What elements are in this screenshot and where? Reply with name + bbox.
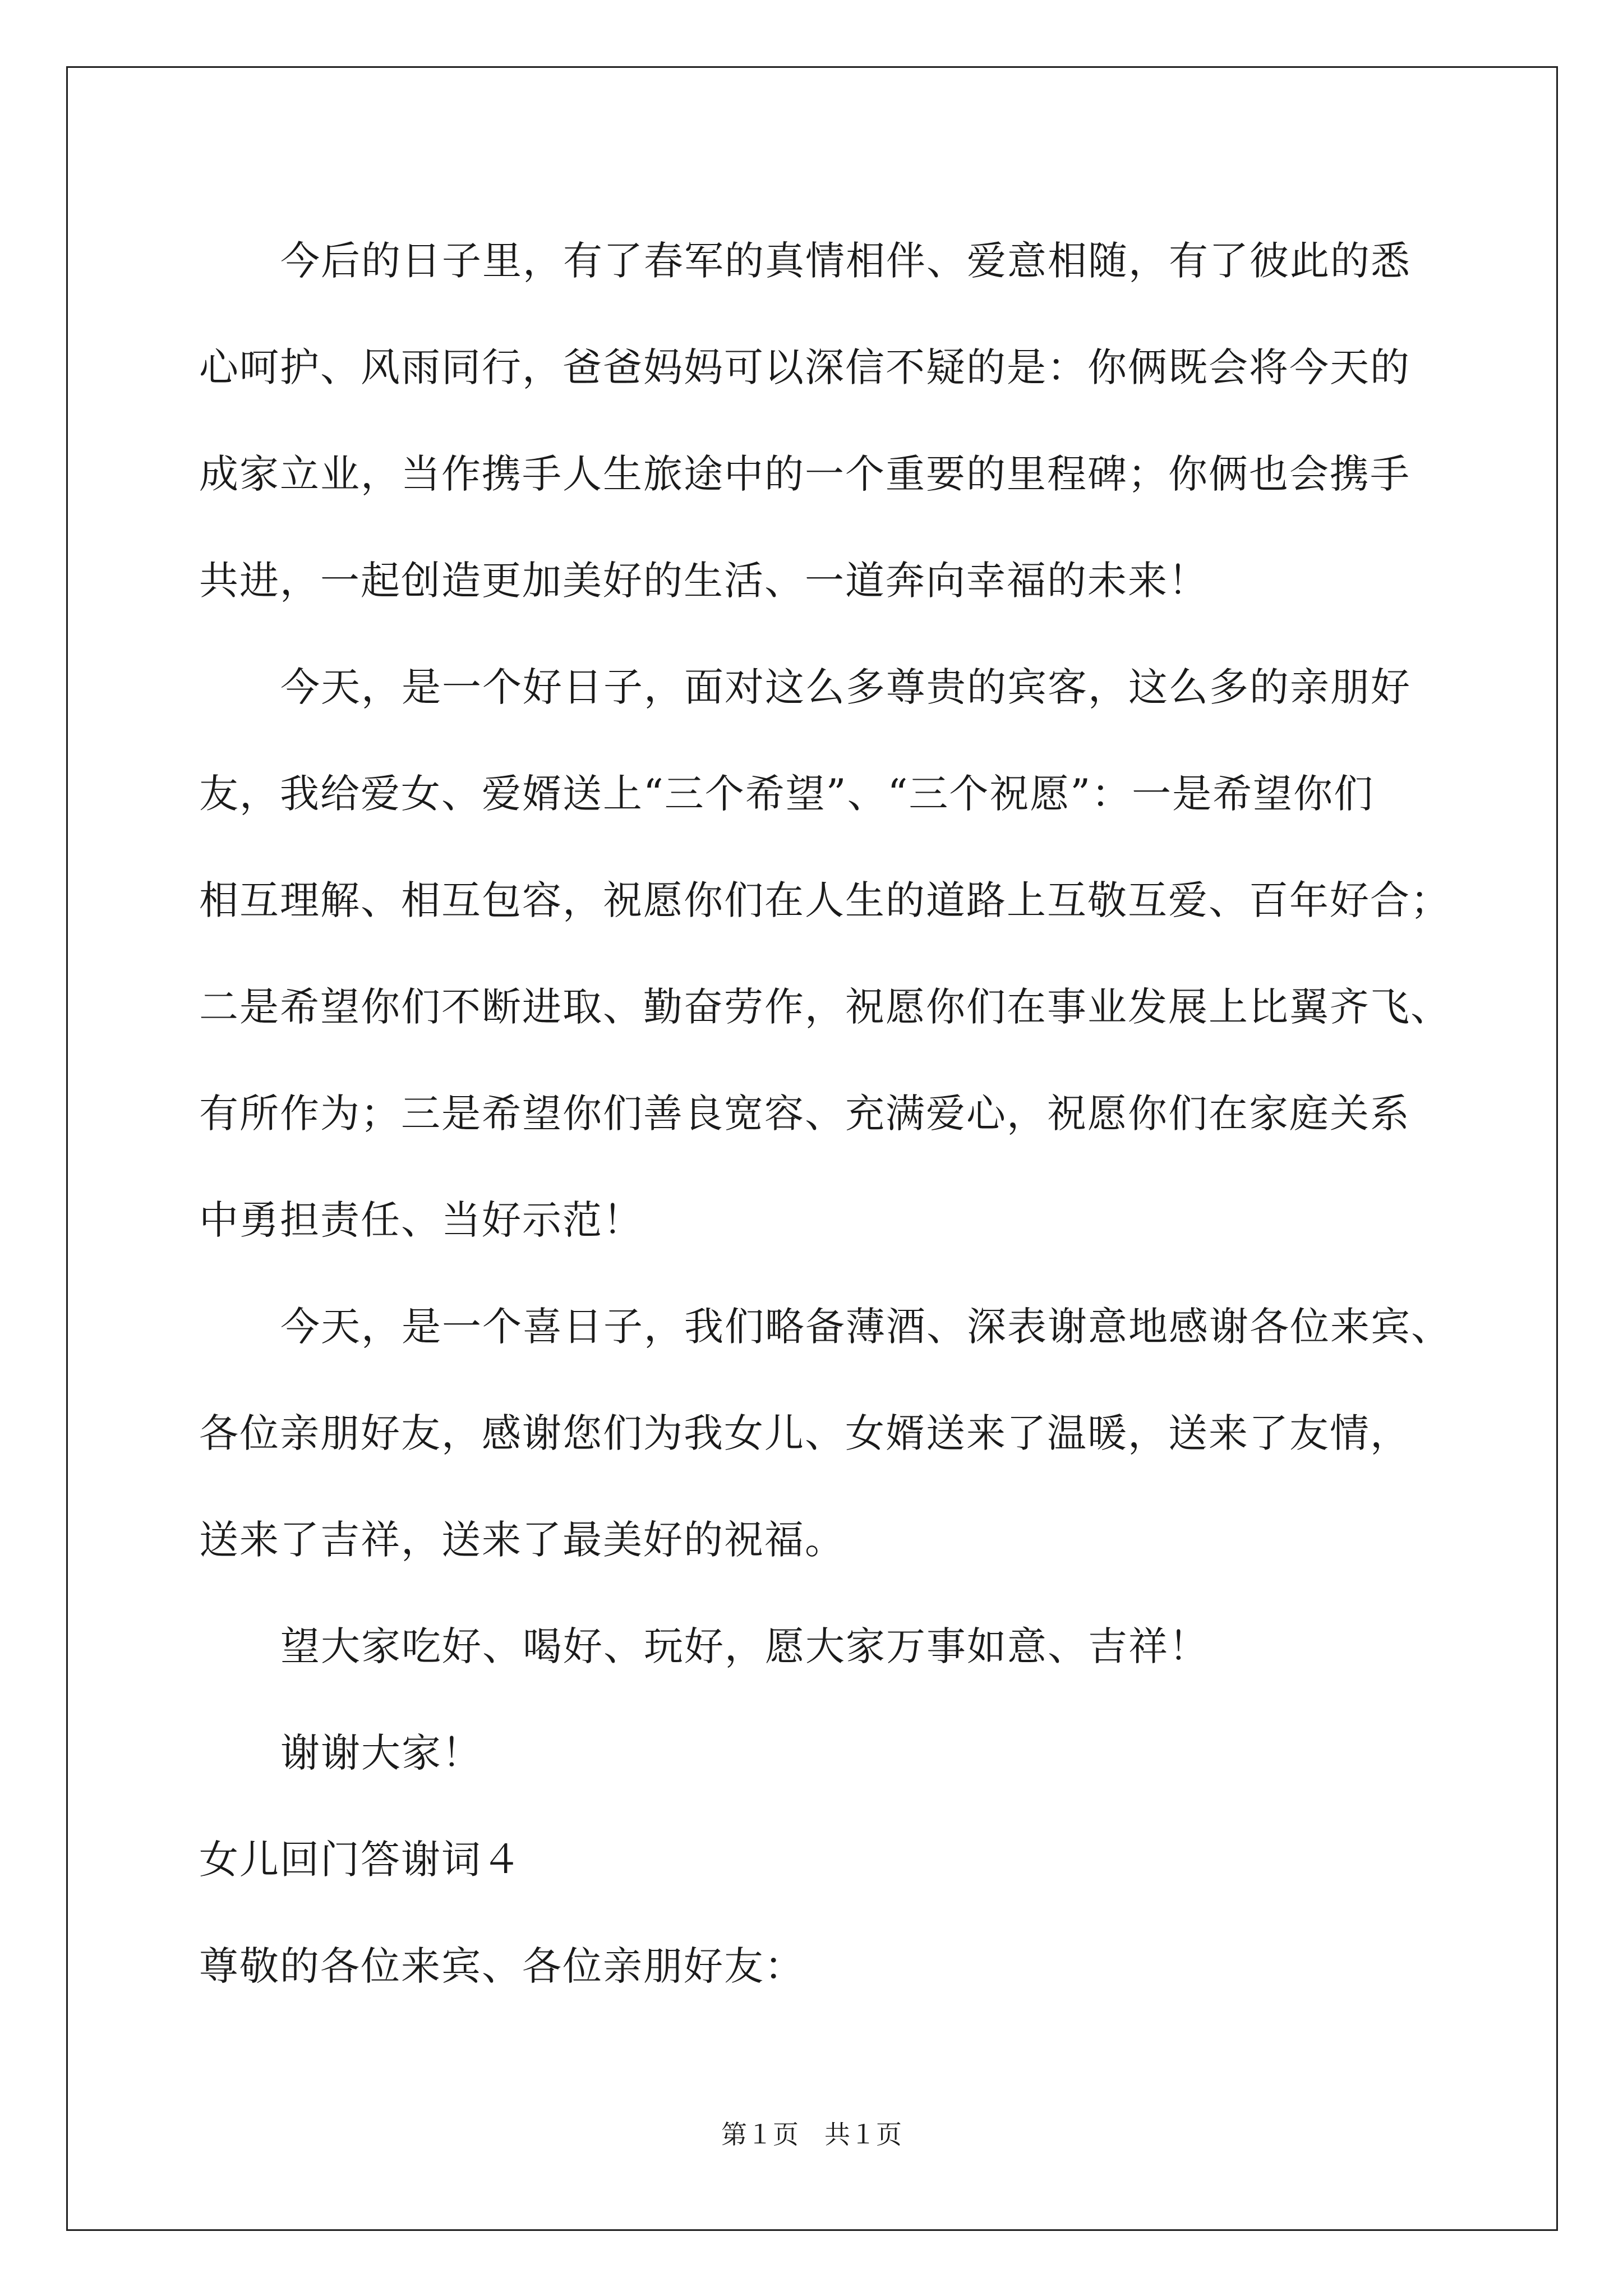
paragraph-line: 望大家吃好、喝好、玩好，愿大家万事如意、吉祥！ bbox=[280, 1623, 1209, 1669]
page-number: 第１页 共１页 bbox=[721, 2119, 902, 2150]
paragraph-line: 二是希望你们不断进取、勤奋劳作，祝愿你们在事业发展上比翼齐飞、 bbox=[199, 984, 1451, 1030]
paragraph-line: 各位亲朋好友，感谢您们为我女儿、女婿送来了温暖，送来了友情， bbox=[199, 1410, 1410, 1456]
paragraph-line: 相互理解、相互包容，祝愿你们在人生的道路上互敬互爱、百年好合； bbox=[199, 877, 1451, 923]
paragraph-line: 友，我给爱女、爱婿送上“三个希望”、“三个祝愿”：一是希望你们 bbox=[199, 771, 1375, 817]
paragraph-line: 中勇担责任、当好示范！ bbox=[199, 1197, 643, 1243]
document-body bbox=[199, 208, 1451, 2019]
paragraph-line: 成家立业，当作携手人生旅途中的一个重要的里程碑；你俩也会携手 bbox=[199, 451, 1410, 497]
paragraph-line: 送来了吉祥，送来了最美好的祝福。 bbox=[199, 1517, 845, 1563]
paragraph-line: 今后的日子里，有了春军的真情相伴、爱意相随，有了彼此的悉 bbox=[280, 238, 1411, 284]
section-heading: 女儿回门答谢词４ bbox=[199, 1837, 522, 1883]
paragraph-line: 今天，是一个好日子，面对这么多尊贵的宾客，这么多的亲朋好 bbox=[280, 664, 1411, 710]
paragraph-line: 谢谢大家！ bbox=[280, 1730, 482, 1776]
paragraph-line: 有所作为；三是希望你们善良宽容、充满爱心，祝愿你们在家庭关系 bbox=[199, 1091, 1410, 1137]
salutation: 尊敬的各位来宾、各位亲朋好友： bbox=[199, 1943, 805, 1989]
paragraph-line: 今天，是一个喜日子，我们略备薄酒、深表谢意地感谢各位来宾、 bbox=[280, 1304, 1451, 1350]
paragraph-line: 心呵护、风雨同行，爸爸妈妈可以深信不疑的是：你俩既会将今天的 bbox=[199, 344, 1410, 390]
page-footer bbox=[0, 2118, 1623, 2151]
paragraph-line: 共进，一起创造更加美好的生活、一道奔向幸福的未来！ bbox=[199, 558, 1209, 604]
